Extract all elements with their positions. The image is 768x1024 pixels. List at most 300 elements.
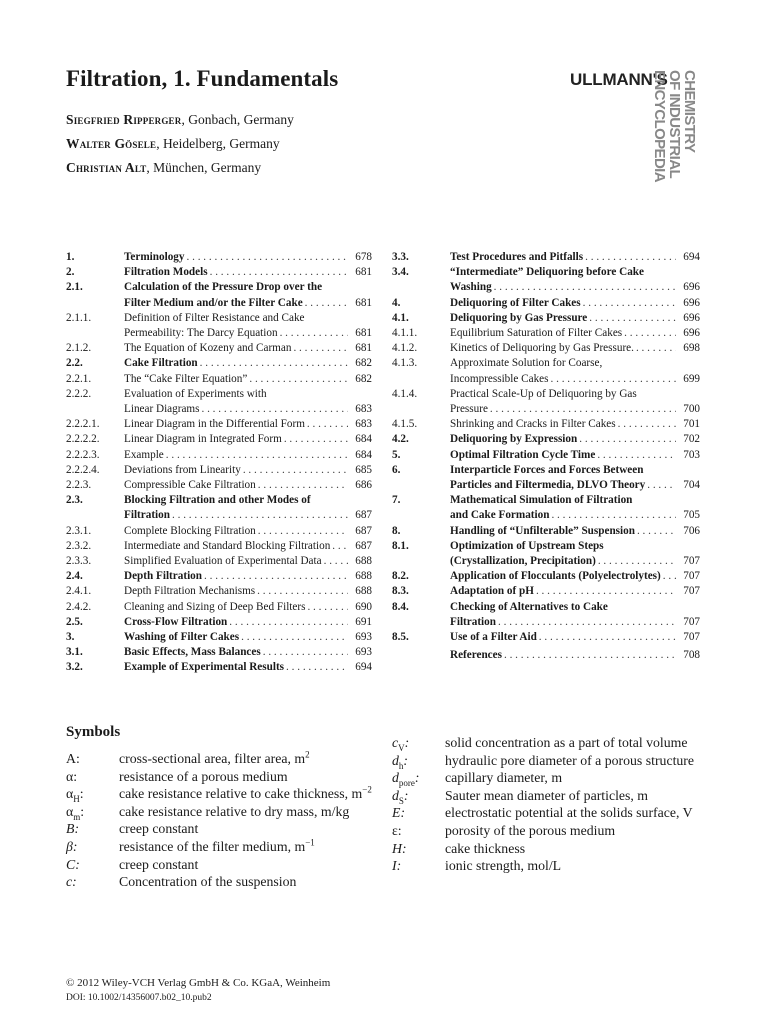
toc-number: 2.2.2. [66, 387, 92, 400]
toc-page-number: 682 [355, 372, 372, 385]
author-name: Christian Alt [66, 160, 147, 175]
toc-entry [66, 250, 372, 265]
toc-page-number: 707 [683, 555, 700, 568]
toc-title: Handling of “Unfilterable” Suspension [450, 524, 635, 537]
toc-number: 3.2. [66, 661, 83, 674]
toc-title: Checking of Alternatives to Cake [450, 600, 608, 613]
toc-number: 2.3. [66, 494, 83, 507]
toc-entry [392, 448, 700, 463]
symbol-entry [66, 768, 376, 786]
toc-entry [392, 630, 700, 645]
symbol-letter: c [392, 735, 399, 750]
toc-title: Linear Diagram in the Differential Form [124, 418, 305, 431]
symbol-definition [119, 856, 376, 874]
toc-title: Optimization of Upstream Steps [450, 539, 604, 552]
toc-title: Equilibrium Saturation of Filter Cakes [450, 327, 623, 340]
symbol-definition-text: creep constant [119, 821, 199, 837]
toc-number: 3.1. [66, 646, 83, 659]
symbol-definition [445, 840, 702, 858]
symbol-unit-exponent: −1 [305, 837, 315, 848]
toc-leader-dots [498, 615, 676, 630]
toc-title: Blocking Filtration and other Modes of [124, 494, 311, 507]
toc-entry [66, 493, 372, 523]
toc-title: Compressible Cake Filtration [124, 479, 256, 492]
symbol-term: $c_V$: [392, 735, 410, 753]
symbol-definition-text: cake resistance relative to cake thickness, m [119, 786, 363, 802]
toc-leader-dots [187, 250, 349, 265]
toc-page-number: 698 [683, 342, 700, 355]
symbol-definition-text: ionic strength, mol/L [445, 858, 562, 874]
symbol-definition [445, 822, 702, 840]
symbol-term: A: [66, 751, 80, 766]
symbol-entry [392, 787, 702, 805]
toc-entry [66, 630, 372, 645]
toc-entry [392, 539, 700, 569]
toc-title-continuation: Filtration [450, 615, 496, 628]
doi-line: DOI: 10.1002/14356007.b02_10.pub2 [66, 993, 212, 1003]
symbol-entry [66, 750, 376, 768]
symbol-entry [66, 803, 376, 821]
toc-page-number: 687 [355, 524, 372, 537]
toc-page-number: 702 [683, 433, 700, 446]
toc-leader-dots [243, 463, 348, 478]
toc-leader-dots [618, 417, 676, 432]
page-footer [66, 976, 330, 1006]
toc-entry [66, 600, 372, 615]
toc-entry [66, 417, 372, 432]
toc-number: 2.4. [66, 570, 83, 583]
symbol-letter: I [392, 858, 397, 874]
toc-entry [66, 356, 372, 371]
symbol-term: c: [66, 874, 77, 890]
symbol-term: B: [66, 821, 80, 837]
toc-page-number: 701 [683, 418, 700, 431]
symbol-entry [66, 873, 376, 891]
toc-entry [66, 341, 372, 356]
toc-number: 2.4.1. [66, 585, 92, 598]
author-list [66, 108, 294, 180]
symbol-definition [119, 803, 376, 821]
symbol-letter: H [392, 840, 402, 856]
symbols-list-right [392, 734, 702, 875]
toc-page-number: 691 [355, 615, 372, 628]
toc-number: 8.3. [392, 585, 409, 598]
symbol-entry [66, 856, 376, 874]
toc-title: Cleaning and Sizing of Deep Bed Filters [124, 600, 306, 613]
toc-number: 2.2.2.3. [66, 448, 100, 461]
symbol-definition-text: cake resistance relative to dry mass, m/kg [119, 803, 350, 819]
toc-number: 8.5. [392, 631, 409, 644]
toc-page-number: 694 [355, 661, 372, 674]
toc-leader-dots [229, 615, 348, 630]
toc-title: Definition of Filter Resistance and Cake [124, 311, 305, 324]
toc-title-continuation: (Crystallization, Precipitation) [450, 555, 596, 568]
copyright-notice: © 2012 Wiley-VCH Verlag GmbH & Co. KGaA, Weinheim [66, 977, 331, 989]
logo-vertical-line-3: CHEMISTRY [681, 70, 698, 153]
toc-number: 2.1.1. [66, 311, 92, 324]
symbol-term: α: [66, 768, 78, 784]
toc-leader-dots [624, 326, 676, 341]
symbol-letter: d [392, 787, 399, 803]
toc-leader-dots [284, 432, 348, 447]
toc-number: 3.4. [392, 266, 409, 279]
toc-number: 5. [392, 448, 401, 461]
toc-page-number: 694 [683, 251, 700, 263]
symbol-term: E: [392, 805, 406, 821]
toc-entry [392, 600, 700, 630]
toc-page-number: 707 [683, 615, 700, 628]
toc-entry [66, 463, 372, 478]
symbol-definition-text: porosity of the porous medium [445, 822, 616, 838]
toc-title: Deviations from Linearity [124, 463, 241, 476]
toc-page-number: 678 [355, 251, 372, 263]
toc-leader-dots [504, 648, 676, 663]
symbol-definition-text: Sauter mean diameter of particles, m [445, 787, 649, 803]
toc-page-number: 683 [355, 418, 372, 431]
toc-title: Cross-Flow Filtration [124, 615, 228, 628]
symbol-letter: ε [392, 822, 398, 838]
toc-number: 4.1.4. [392, 387, 418, 400]
toc-entry [66, 660, 372, 675]
logo-vertical-text [652, 70, 700, 205]
symbol-letter: β [66, 838, 73, 854]
toc-number: 2.1.2. [66, 342, 92, 355]
toc-entry [66, 372, 372, 387]
toc-leader-dots [585, 250, 676, 265]
toc-page-number: 681 [355, 327, 372, 340]
symbol-definition-text: cross-sectional area, filter area, m [119, 751, 306, 766]
toc-number: 2.3.1. [66, 524, 92, 537]
toc-entry [66, 387, 372, 417]
symbol-definition [445, 804, 702, 822]
symbol-entry [392, 769, 702, 787]
symbol-subscript: S [398, 795, 404, 806]
toc-number: 2. [66, 266, 75, 279]
toc-title: Kinetics of Deliquoring by Gas Pressure. [450, 342, 634, 355]
toc-title: The “Cake Filter Equation” [124, 372, 248, 385]
toc-number: 1. [66, 251, 75, 263]
author-2 [66, 132, 294, 156]
toc-leader-dots [536, 584, 676, 599]
toc-number: 8.2. [392, 570, 409, 583]
toc-number: 8.1. [392, 539, 409, 552]
toc-number: 2.2. [66, 357, 83, 370]
toc-number: 2.4.2. [66, 600, 92, 613]
toc-page-number: 696 [683, 281, 700, 294]
symbol-term: β: [66, 838, 78, 854]
toc-leader-dots [490, 402, 676, 417]
toc-entry [392, 265, 700, 295]
symbol-definition-text: cake thickness [445, 840, 526, 856]
toc-title: Example of Experimental Results [124, 661, 285, 674]
symbol-subscript: H [73, 793, 80, 804]
toc-title-continuation: and Cake Formation [450, 509, 550, 522]
author-affiliation: , Gonbach, Germany [181, 112, 294, 127]
toc-leader-dots [249, 372, 348, 387]
toc-page-number: 686 [355, 479, 372, 492]
toc-leader-dots [258, 478, 348, 493]
toc-leader-dots [551, 508, 676, 523]
toc-number: 2.3.2. [66, 539, 92, 552]
toc-leader-dots [583, 296, 676, 311]
toc-leader-dots [305, 296, 348, 311]
toc-title: Use of a Filter Aid [450, 631, 537, 644]
toc-page-number: 681 [355, 296, 372, 309]
toc-page-number: 684 [355, 433, 372, 446]
toc-title: Calculation of the Pressure Drop over the [124, 281, 323, 294]
toc-leader-dots [597, 448, 676, 463]
symbol-letter: α [66, 786, 74, 802]
toc-page-number: 708 [683, 649, 700, 662]
toc-number: 4.1.3. [392, 357, 418, 370]
toc-leader-dots [307, 600, 348, 615]
toc-number: 4.1. [392, 311, 409, 324]
toc-page-number: 703 [683, 448, 700, 461]
symbols-list-left [66, 750, 376, 891]
toc-leader-dots [293, 341, 348, 356]
toc-leader-dots [637, 524, 676, 539]
symbol-letter: B [66, 821, 75, 837]
toc-title: Linear Diagram in Integrated Form [124, 433, 282, 446]
toc-leader-dots [589, 311, 676, 326]
toc-page-number: 687 [355, 539, 372, 552]
symbol-definition-text: capillary diameter, m [445, 770, 563, 786]
toc-page-number: 704 [683, 479, 700, 492]
symbol-letter: c [66, 874, 73, 890]
symbol-definition [119, 750, 376, 768]
symbol-definition-text: resistance of a porous medium [119, 768, 288, 784]
toc-leader-dots [280, 326, 348, 341]
toc-entry [392, 569, 700, 584]
toc-entry [392, 648, 700, 663]
table-of-contents-left [66, 250, 372, 676]
toc-entry [66, 584, 372, 599]
toc-title: Example [124, 448, 164, 461]
toc-number: 8. [392, 524, 401, 537]
logo-vertical-line-1: ENCYCLOPEDIA [651, 70, 668, 182]
toc-leader-dots [258, 524, 348, 539]
toc-entry [66, 432, 372, 447]
toc-title: Approximate Solution for Coarse, [450, 357, 603, 370]
toc-leader-dots [494, 280, 676, 295]
symbol-letter: E [392, 805, 401, 821]
symbol-definition-text: hydraulic pore diameter of a porous structure [445, 752, 695, 768]
toc-entry [66, 554, 372, 569]
symbol-definition [445, 787, 702, 805]
symbols-heading: Symbols [66, 724, 121, 740]
toc-title: Adaptation of pH [450, 585, 534, 598]
symbol-definition [445, 769, 702, 787]
toc-title: Interparticle Forces and Forces Between [450, 463, 644, 476]
toc-page-number: 687 [355, 509, 372, 522]
symbol-term: $\alpha_m$: [66, 803, 85, 822]
symbol-entry [66, 838, 376, 856]
toc-leader-dots [172, 508, 348, 523]
toc-page-number: 693 [355, 631, 372, 644]
toc-entry [392, 326, 700, 341]
toc-title: Washing of Filter Cakes [124, 631, 240, 644]
toc-page-number: 705 [683, 509, 700, 522]
symbol-subscript: V [398, 742, 405, 753]
toc-entry [392, 584, 700, 599]
toc-title: Practical Scale-Up of Deliquoring by Gas [450, 387, 637, 400]
toc-entry [392, 493, 700, 523]
toc-number: 2.2.2.1. [66, 418, 100, 431]
toc-number: 4. [392, 296, 401, 309]
toc-title: “Intermediate” Deliquoring before Cake [450, 266, 644, 279]
toc-page-number: 681 [355, 266, 372, 279]
symbol-term: H: [392, 840, 407, 856]
toc-number: 7. [392, 494, 401, 507]
symbol-subscript: h [398, 760, 404, 771]
toc-number: 2.2.1. [66, 372, 92, 385]
toc-page-number: 699 [683, 372, 700, 385]
toc-title: Filtration Models [124, 266, 208, 279]
symbol-term: $\alpha_H$: [66, 786, 84, 804]
symbol-letter: d [392, 770, 399, 786]
toc-entry [392, 250, 700, 265]
symbol-entry [392, 822, 702, 840]
toc-entry [392, 356, 700, 386]
toc-entry [392, 417, 700, 432]
symbol-letter: α [66, 803, 74, 819]
toc-title: Depth Filtration [124, 570, 202, 583]
toc-number: 2.1. [66, 281, 83, 294]
symbol-definition [445, 734, 702, 752]
toc-number: 2.5. [66, 615, 83, 628]
toc-number: 3. [66, 631, 75, 644]
toc-title: Test Procedures and Pitfalls [450, 251, 584, 263]
toc-title: Deliquoring of Filter Cakes [450, 296, 581, 309]
toc-entry [392, 296, 700, 311]
toc-title-continuation: Filter Medium and/or the Filter Cake [124, 296, 303, 309]
toc-leader-dots [647, 478, 676, 493]
toc-entry [66, 524, 372, 539]
table-of-contents-right [392, 250, 700, 663]
symbol-unit-exponent: 2 [305, 749, 310, 760]
symbol-definition-text: creep constant [119, 856, 199, 872]
symbol-definition [119, 873, 376, 891]
symbol-term: C: [66, 856, 80, 872]
toc-title: Application of Flocculants (Polyelectrolytes) [450, 570, 661, 583]
toc-entry [392, 432, 700, 447]
toc-entry [66, 311, 372, 341]
toc-title-continuation: Incompressible Cakes [450, 372, 549, 385]
toc-title: Simplified Evaluation of Experimental Data [124, 555, 322, 568]
toc-page-number: 696 [683, 296, 700, 309]
toc-title: References [450, 649, 502, 662]
logo-vertical-line-2: OF INDUSTRIAL [666, 70, 683, 179]
toc-number: 2.3.3. [66, 555, 92, 568]
toc-leader-dots [263, 645, 348, 660]
toc-page-number: 707 [683, 585, 700, 598]
symbol-entry [392, 840, 702, 858]
toc-leader-dots [286, 660, 348, 675]
toc-title-continuation: Pressure [450, 403, 488, 416]
symbol-definition-text: Concentration of the suspension [119, 874, 297, 890]
toc-title: Shrinking and Cracks in Filter Cakes [450, 418, 616, 431]
toc-title-continuation: Filtration [124, 509, 170, 522]
toc-entry [66, 615, 372, 630]
symbol-term: ε: [392, 822, 402, 838]
toc-number: 2.2.3. [66, 479, 92, 492]
toc-title: Depth Filtration Mechanisms [124, 585, 256, 598]
toc-page-number: 700 [683, 403, 700, 416]
toc-page-number: 688 [355, 555, 372, 568]
symbol-letter: A [66, 751, 76, 766]
toc-entry [66, 539, 372, 554]
toc-leader-dots [636, 341, 676, 356]
toc-leader-dots [551, 372, 677, 387]
symbol-entry [392, 857, 702, 875]
toc-title: Optimal Filtration Cycle Time [450, 448, 596, 461]
toc-page-number: 688 [355, 585, 372, 598]
logo-wordmark: ULLMANN'S [570, 70, 668, 89]
toc-leader-dots [324, 554, 348, 569]
symbol-entry [392, 804, 702, 822]
toc-entry [66, 265, 372, 280]
toc-entry [392, 524, 700, 539]
toc-number: 2.2.2.4. [66, 463, 100, 476]
toc-entry [66, 280, 372, 310]
symbol-definition [445, 752, 702, 770]
toc-page-number: 685 [355, 463, 372, 476]
toc-entry [392, 387, 700, 417]
toc-number: 4.1.5. [392, 418, 418, 431]
toc-title: Terminology [124, 251, 185, 263]
symbol-letter: C [66, 856, 76, 872]
symbol-entry [66, 785, 376, 803]
toc-entry [66, 569, 372, 584]
symbol-definition-text: solid concentration as a part of total volume [445, 735, 688, 750]
toc-page-number: 693 [355, 646, 372, 659]
symbol-definition [119, 768, 376, 786]
toc-number: 2.2.2.2. [66, 433, 100, 446]
toc-leader-dots [663, 569, 676, 584]
toc-title: Evaluation of Experiments with [124, 387, 267, 400]
toc-leader-dots [241, 630, 348, 645]
toc-title-continuation: Permeability: The Darcy Equation [124, 327, 278, 340]
toc-title: Deliquoring by Gas Pressure [450, 311, 588, 324]
toc-page-number: 681 [355, 342, 372, 355]
ullmanns-logo [570, 70, 700, 210]
toc-leader-dots [200, 356, 348, 371]
toc-number: 4.1.2. [392, 342, 418, 355]
toc-title: Basic Effects, Mass Balances [124, 646, 261, 659]
toc-leader-dots [579, 432, 676, 447]
symbol-definition-text: electrostatic potential at the solids surface, V [445, 805, 693, 821]
symbol-letter: d [392, 752, 399, 768]
toc-title: Cake Filtration [124, 357, 198, 370]
symbol-definition [119, 785, 376, 803]
symbol-term: $d_h$: [392, 752, 409, 771]
symbol-definition [119, 838, 376, 856]
symbol-term: $d_{pore}$: [392, 770, 420, 788]
author-name: Siegfried Ripperger [66, 112, 182, 127]
symbol-definition [445, 857, 702, 875]
toc-entry [66, 448, 372, 463]
toc-page-number: 690 [355, 600, 372, 613]
toc-title: Deliquoring by Expression [450, 433, 578, 446]
symbol-unit-exponent: −2 [362, 784, 372, 795]
symbol-entry [392, 752, 702, 770]
article-title: Filtration, 1. Fundamentals [66, 66, 339, 91]
toc-title-continuation: Linear Diagrams [124, 403, 200, 416]
author-3 [66, 156, 294, 180]
toc-number: 4.2. [392, 433, 409, 446]
symbol-definition-text: resistance of the filter medium, m [119, 838, 306, 854]
toc-number: 4.1.1. [392, 327, 418, 340]
